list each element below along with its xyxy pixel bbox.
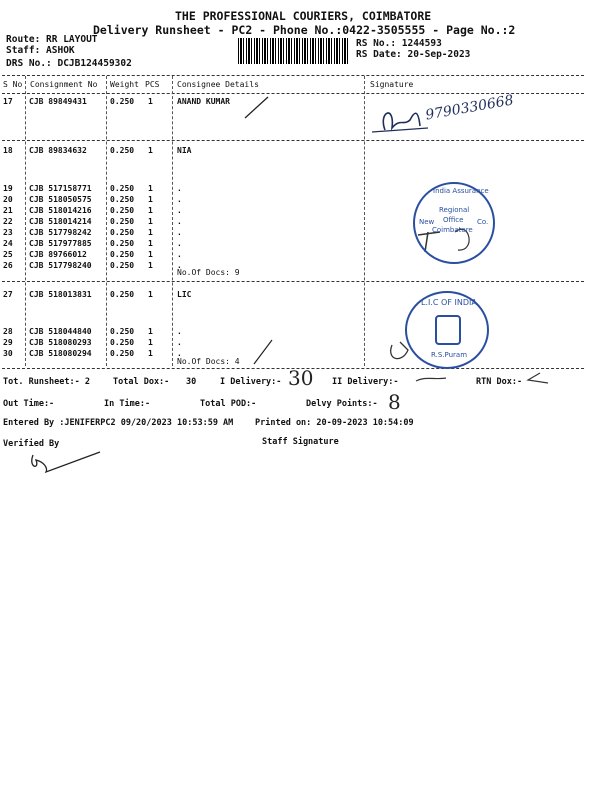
row-pcs: 1: [148, 261, 153, 270]
row-consignee: .: [177, 239, 182, 248]
row-sno: 27: [3, 290, 13, 299]
total-dox-value: 30: [186, 377, 197, 387]
runsheet-title: Delivery Runsheet - PC2 - Phone No.:0422-3505555 - Page No.:2: [93, 23, 516, 37]
delvy-points-label: Delvy Points:-: [306, 399, 378, 409]
staff-text: Staff: ASHOK: [6, 45, 75, 56]
row-consignee: .: [177, 217, 182, 226]
row-consignee: .: [177, 184, 182, 193]
lic-doc-count: No.Of Docs: 4: [177, 357, 240, 366]
i-delivery-label: I Delivery:-: [220, 377, 282, 387]
row-pcs: 1: [148, 217, 153, 226]
stamp-text: Office: [443, 216, 464, 224]
row-consignee: .: [177, 195, 182, 204]
row-pcs: 1: [148, 338, 153, 347]
row-consignment-no: CJB 517798240: [29, 261, 92, 270]
row-pcs: 1: [148, 206, 153, 215]
out-time: Out Time:-: [3, 399, 55, 409]
lic-office-stamp: [405, 291, 489, 369]
row-weight: 0.250: [110, 228, 135, 237]
row-weight: 0.250: [110, 290, 135, 299]
row-sno: 22: [3, 217, 13, 226]
row-pcs: 1: [148, 195, 153, 204]
col-weight: Weight: [110, 80, 139, 89]
rs-number: RS No.: 1244593: [356, 38, 442, 49]
row-consignee: .: [177, 327, 182, 336]
row-weight: 0.250: [110, 327, 135, 336]
row-weight: 0.250: [110, 206, 135, 215]
row-consignment-no: CJB 517798242: [29, 228, 92, 237]
stamp-text: India Assurance: [433, 187, 489, 195]
row-consignment-no: CJB 518014214: [29, 217, 92, 226]
rtn-dox-label: RTN Dox:-: [476, 377, 523, 387]
row-sno: 18: [3, 146, 13, 155]
row-weight: 0.250: [110, 184, 135, 193]
row-weight: 0.250: [110, 195, 135, 204]
row-pcs: 1: [148, 290, 153, 299]
stamp-text: Coimbatore: [432, 226, 473, 234]
drs-number: DRS No.: DCJB124459302: [6, 58, 132, 69]
route-text: Route: RR LAYOUT: [6, 34, 98, 45]
staff-signature-label: Staff Signature: [262, 437, 339, 447]
col-signature: Signature: [370, 80, 414, 89]
row-weight: 0.250: [110, 146, 135, 155]
col-consignment: Consignment No: [30, 80, 98, 89]
stamp-text: New: [419, 218, 435, 226]
row-consignment-no: CJB 518080294: [29, 349, 92, 358]
stamp-text: L.I.C OF INDIA: [421, 298, 477, 307]
row-pcs: 1: [148, 97, 153, 106]
row-consignment-no: CJB 89766012: [29, 250, 87, 259]
row-weight: 0.250: [110, 261, 135, 270]
in-time: In Time:-: [104, 399, 151, 409]
row-sno: 24: [3, 239, 13, 248]
row-consignment-no: CJB 518014216: [29, 206, 92, 215]
lic-logo-icon: [435, 315, 461, 345]
col-consignee: Consignee Details: [177, 80, 259, 89]
row-sno: 19: [3, 184, 13, 193]
company-title: THE PROFESSIONAL COURIERS, COIMBATORE: [175, 9, 432, 23]
row-consignee: .: [177, 228, 182, 237]
total-pod: Total POD:-: [200, 399, 257, 409]
row-sno: 29: [3, 338, 13, 347]
row-pcs: 1: [148, 228, 153, 237]
row-sno: 30: [3, 349, 13, 358]
row-pcs: 1: [148, 327, 153, 336]
row-weight: 0.250: [110, 250, 135, 259]
row-sno: 28: [3, 327, 13, 336]
row-pcs: 1: [148, 250, 153, 259]
delvy-points-handwritten: 8: [388, 390, 401, 414]
row-pcs: 1: [148, 146, 153, 155]
printed-on: Printed on: 20-09-2023 10:54:09: [255, 418, 414, 428]
handwritten-phone: 9790330668: [424, 92, 515, 124]
row-weight: 0.250: [110, 349, 135, 358]
row-consignee: LIC: [177, 290, 192, 299]
row-weight: 0.250: [110, 217, 135, 226]
rs-date: RS Date: 20-Sep-2023: [356, 49, 471, 60]
row-consignee: .: [177, 349, 182, 358]
entered-by: Entered By :JENIFERPC2 09/20/2023 10:53:59 AM: [3, 418, 234, 428]
row-consignment-no: CJB 518080293: [29, 338, 92, 347]
col-pcs: PCS: [145, 80, 160, 89]
row-consignment-no: CJB 518044840: [29, 327, 92, 336]
tot-runsheet: Tot. Runsheet:- 2: [3, 377, 90, 387]
row-consignment-no: CJB 517977885: [29, 239, 92, 248]
ii-delivery-label: II Delivery:-: [332, 377, 399, 387]
row-sno: 21: [3, 206, 13, 215]
row-sno: 20: [3, 195, 13, 204]
row-weight: 0.250: [110, 338, 135, 347]
total-dox-label: Total Dox:-: [113, 377, 170, 387]
row-pcs: 1: [148, 349, 153, 358]
row-sno: 26: [3, 261, 13, 270]
row-consignee: .: [177, 261, 182, 270]
stamp-text: Regional: [439, 206, 470, 214]
nia-office-stamp: [413, 182, 495, 264]
row-consignment-no: CJB 517158771: [29, 184, 92, 193]
row-consignment-no: CJB 89834632: [29, 146, 87, 155]
row-consignee: .: [177, 338, 182, 347]
row-sno: 17: [3, 97, 13, 106]
col-sno: S No: [3, 80, 23, 89]
row-consignment-no: CJB 89849431: [29, 97, 87, 106]
row-consignee: ANAND KUMAR: [177, 97, 230, 106]
stamp-text: Co.: [477, 218, 489, 226]
nia-doc-count: No.Of Docs: 9: [177, 268, 240, 277]
row-weight: 0.250: [110, 239, 135, 248]
stamp-text: R.S.Puram: [431, 351, 468, 359]
row-consignee: NIA: [177, 146, 192, 155]
i-delivery-handwritten: 30: [288, 366, 314, 390]
row-consignee: .: [177, 250, 182, 259]
row-sno: 23: [3, 228, 13, 237]
row-consignee: .: [177, 206, 182, 215]
row-sno: 25: [3, 250, 13, 259]
row-pcs: 1: [148, 184, 153, 193]
row-weight: 0.250: [110, 97, 135, 106]
verified-by: Verified By: [3, 439, 60, 449]
row-pcs: 1: [148, 239, 153, 248]
row-consignment-no: CJB 518050575: [29, 195, 92, 204]
row-consignment-no: CJB 518013831: [29, 290, 92, 299]
